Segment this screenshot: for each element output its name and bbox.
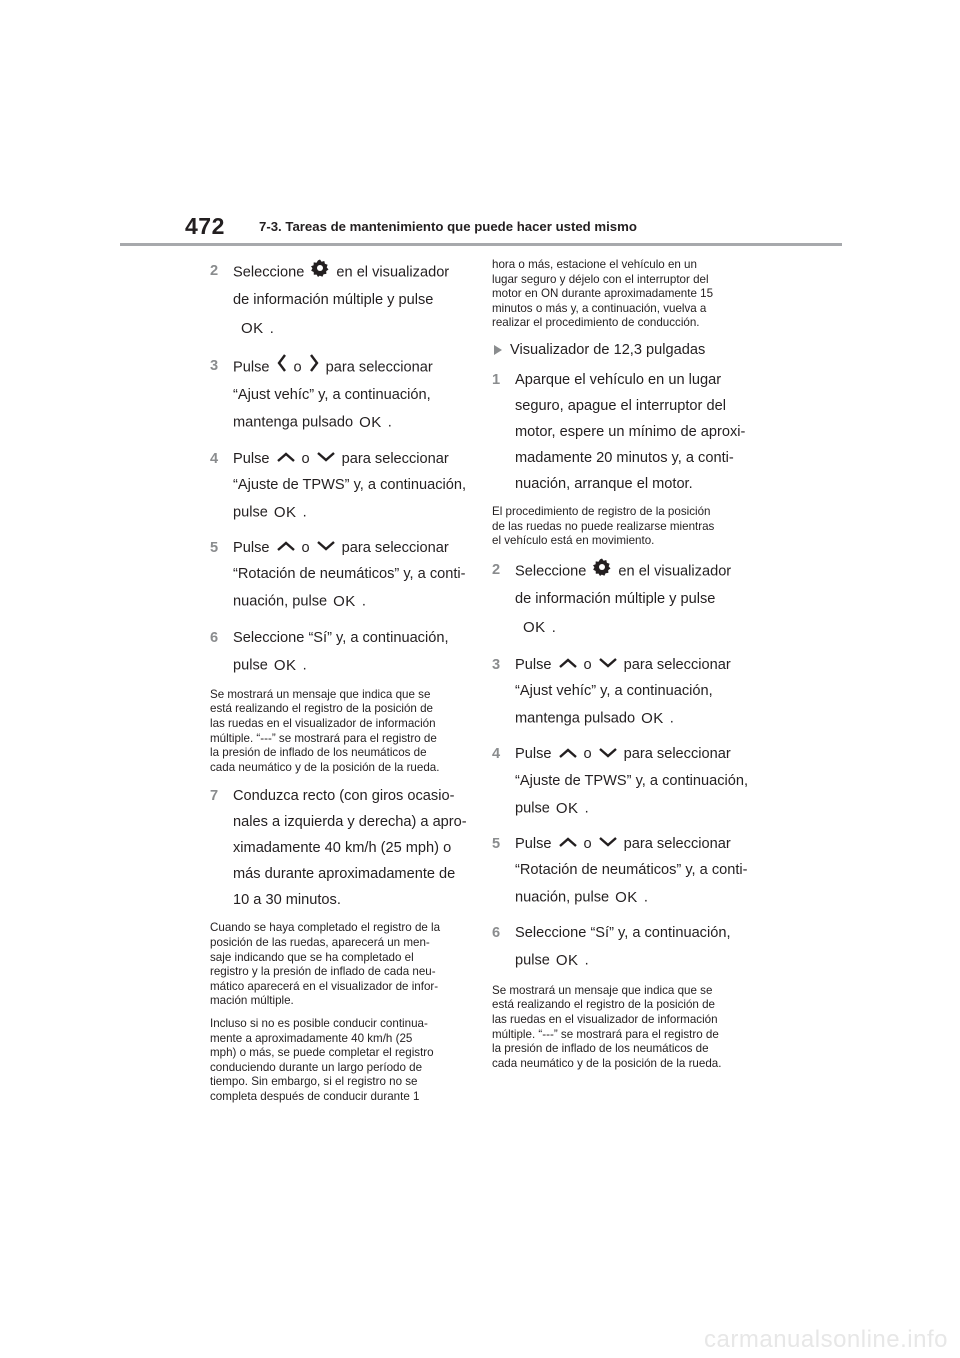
step-3 <box>210 353 472 437</box>
subheading-text: Visualizador de 12,3 pulgadas <box>510 341 706 358</box>
step-text: “Ajuste de TPWS” y, a continuación, <box>515 772 749 789</box>
step-text: “Rotación de neumáticos” y, a conti- <box>515 862 748 879</box>
ok-button-icon: OK <box>555 952 579 970</box>
gear-icon <box>310 258 330 287</box>
step-text: pulse <box>515 952 550 969</box>
step-text: Pulse <box>515 835 552 852</box>
page-number: 472 <box>185 213 225 239</box>
step-text: “Rotación de neumáticos” y, a conti- <box>233 566 466 583</box>
step-text: Pulse <box>233 450 270 467</box>
note-line: Se mostrará un mensaje que indica que se <box>210 687 431 701</box>
chevron-up-icon <box>276 535 296 561</box>
step-3 <box>492 652 754 734</box>
step-text: o <box>301 540 310 556</box>
note-line: de las ruedas no puede realizarse mientras <box>492 519 715 533</box>
step-text: para seleccionar <box>623 835 731 852</box>
step-text: mantenga pulsado <box>233 414 354 431</box>
triangle-bullet-icon <box>494 345 502 355</box>
step-number: 1 <box>492 371 501 388</box>
note-line: está realizando el registro de la posición de <box>492 998 715 1012</box>
watermark: carmanualsonline.info <box>704 1326 948 1353</box>
step-text: . <box>361 593 366 610</box>
note-line: Cuando se haya completado el registro de la <box>210 921 441 935</box>
step-number: 3 <box>210 358 219 375</box>
note-line: tiempo. Sin embargo, si el registro no se <box>210 1075 418 1089</box>
note-registration-complete <box>210 921 472 1009</box>
step-text: para seleccionar <box>341 450 449 467</box>
note-registration-message <box>492 984 754 1072</box>
note-line: Incluso si no es posible conducir continua- <box>210 1016 428 1030</box>
chevron-down-icon <box>316 535 336 561</box>
step-text: Pulse <box>515 746 552 763</box>
ok-button-icon: OK <box>555 799 579 817</box>
step-text: Pulse <box>233 540 270 556</box>
step-text: “Ajust vehíc” y, a continuación, <box>233 387 431 404</box>
note-line: El procedimiento de registro de la posición <box>492 504 711 518</box>
note-line: saje indicando que se ha completado el <box>210 950 414 964</box>
step-text: “Ajust vehíc” y, a continuación, <box>515 683 713 700</box>
step-text: . <box>269 321 274 337</box>
step-text: o <box>583 746 592 763</box>
step-text: de información múltiple y pulse <box>233 292 434 308</box>
section-title: 7-3. Tareas de mantenimiento que puede hacer usted mismo <box>259 219 637 234</box>
step-number: 6 <box>210 629 219 646</box>
step-6 <box>492 920 754 975</box>
step-text: . <box>302 504 307 520</box>
step-text: . <box>584 799 589 816</box>
chevron-up-icon <box>558 742 578 768</box>
step-5 <box>210 535 472 617</box>
note-line: mático aparecerá en el visualizador de infor- <box>210 979 439 993</box>
step-text: ximadamente 40 km/h (25 mph) o <box>233 840 452 857</box>
note-vehicle-moving <box>492 505 754 549</box>
chevron-right-icon <box>308 353 320 382</box>
step-text: Pulse <box>233 359 270 376</box>
note-line: Se mostrará un mensaje que indica que se <box>492 983 713 997</box>
step-text: nales a izquierda y derecha) a apro- <box>233 814 467 831</box>
step-text: o <box>583 835 592 852</box>
ok-button-icon: OK <box>641 710 664 728</box>
step-7 <box>210 783 472 913</box>
ok-button-icon: OK <box>523 618 546 636</box>
step-1 <box>492 367 754 497</box>
step-text: . <box>669 710 674 727</box>
step-text: para seleccionar <box>623 746 731 763</box>
note-line: lugar seguro y déjelo con el interruptor del <box>492 272 709 286</box>
step-2 <box>492 557 754 644</box>
step-text: o <box>301 450 310 467</box>
step-number: 2 <box>492 561 501 578</box>
step-number: 6 <box>492 925 501 942</box>
step-text: . <box>551 619 556 636</box>
step-text: “Ajuste de TPWS” y, a continuación, <box>233 476 467 493</box>
note-line: el vehículo está en movimiento. <box>492 534 655 548</box>
step-text: en el visualizador <box>336 264 450 281</box>
step-text: mantenga pulsado <box>515 710 636 727</box>
subheading-12-3-inch-display <box>492 339 754 361</box>
ok-button-icon: OK <box>241 320 264 338</box>
note-line: la presión de inflado de los neumáticos de <box>492 1042 709 1056</box>
step-text: Seleccione <box>515 563 587 580</box>
step-text: 10 a 30 minutos. <box>233 892 341 909</box>
step-text: para seleccionar <box>341 540 449 556</box>
step-text: Seleccione “Sí” y, a continuación, <box>233 629 449 646</box>
left-column <box>210 258 472 1113</box>
note-line: realizar el procedimiento de conducción. <box>492 316 700 330</box>
step-text: . <box>643 889 648 906</box>
note-line: mación múltiple. <box>210 994 294 1008</box>
right-column <box>492 258 754 1079</box>
step-text: seguro, apague el interruptor del <box>515 397 726 414</box>
ok-button-icon: OK <box>273 503 297 521</box>
step-number: 5 <box>210 540 219 556</box>
note-long-drive-continued <box>492 258 754 331</box>
step-text: . <box>387 414 392 431</box>
step-number: 2 <box>210 263 219 279</box>
note-line: completa después de conducir durante 1 <box>210 1089 420 1103</box>
note-line: cada neumático y de la posición de la rueda. <box>210 760 440 774</box>
step-number: 5 <box>492 835 501 852</box>
note-long-drive <box>210 1017 472 1105</box>
step-text: pulse <box>233 656 268 673</box>
note-line: conduciendo durante un largo período de <box>210 1060 423 1074</box>
note-line: motor en ON durante aproximadamente 15 <box>492 287 714 301</box>
note-line: mente a aproximadamente 40 km/h (25 <box>210 1031 413 1045</box>
step-4 <box>492 741 754 823</box>
step-text: o <box>293 359 302 376</box>
step-text: Seleccione <box>233 264 305 281</box>
chevron-up-icon <box>558 652 578 678</box>
step-text: más durante aproximadamente de <box>233 866 456 883</box>
step-text: Aparque el vehículo en un lugar <box>515 371 722 388</box>
step-text: para seleccionar <box>623 656 731 673</box>
step-6 <box>210 625 472 680</box>
chevron-left-icon <box>276 353 288 382</box>
chevron-down-icon <box>316 446 336 472</box>
note-line: la presión de inflado de los neumáticos de <box>210 746 427 760</box>
step-number: 4 <box>492 746 501 763</box>
ok-button-icon: OK <box>615 889 638 907</box>
step-text: Seleccione “Sí” y, a continuación, <box>515 925 731 942</box>
step-text: o <box>583 656 592 673</box>
step-number: 3 <box>492 656 501 673</box>
step-text: nuación, arranque el motor. <box>515 475 693 492</box>
note-line: minutos o más y, a continuación, vuelva a <box>492 301 707 315</box>
note-line: las ruedas en el visualizador de información <box>210 717 436 731</box>
step-5 <box>492 831 754 913</box>
step-number: 7 <box>210 788 219 805</box>
step-text: nuación, pulse <box>515 889 610 906</box>
note-line: registro y la presión de inflado de cada neu- <box>210 965 436 979</box>
step-text: . <box>584 952 589 969</box>
step-4 <box>210 446 472 528</box>
step-text: Conduzca recto (con giros ocasio- <box>233 788 455 805</box>
step-text: madamente 20 minutos y, a conti- <box>515 449 734 466</box>
note-line: las ruedas en el visualizador de información <box>492 1012 718 1026</box>
ok-button-icon: OK <box>359 414 382 432</box>
note-line: está realizando el registro de la posición de <box>210 702 433 716</box>
note-line: múltiple. “---” se mostrará para el registro de <box>492 1027 719 1041</box>
ok-button-icon: OK <box>273 656 297 674</box>
step-text: pulse <box>233 504 268 520</box>
step-text: en el visualizador <box>618 563 732 580</box>
chevron-up-icon <box>558 831 578 857</box>
note-line: posición de las ruedas, aparecerá un men- <box>210 936 430 950</box>
step-text: Pulse <box>515 656 552 673</box>
step-text: motor, espere un mínimo de aproxi- <box>515 423 746 440</box>
step-number: 4 <box>210 450 219 467</box>
note-line: hora o más, estacione el vehículo en un <box>492 258 697 271</box>
step-text: nuación, pulse <box>233 593 328 610</box>
step-text: de información múltiple y pulse <box>515 590 716 607</box>
note-registration-message <box>210 688 472 776</box>
step-text: para seleccionar <box>325 359 433 376</box>
note-line: múltiple. “---” se mostrará para el registro de <box>210 731 437 745</box>
header-divider <box>120 243 842 246</box>
chevron-down-icon <box>598 831 618 857</box>
ok-button-icon: OK <box>333 593 356 611</box>
note-line: cada neumático y de la posición de la rueda. <box>492 1056 722 1070</box>
step-text: . <box>302 656 307 673</box>
chevron-up-icon <box>276 446 296 472</box>
gear-icon <box>592 557 612 586</box>
step-2 <box>210 258 472 345</box>
chevron-down-icon <box>598 652 618 678</box>
note-line: mph) o más, se puede completar el registro <box>210 1046 434 1060</box>
step-text: pulse <box>515 799 550 816</box>
chevron-down-icon <box>598 742 618 768</box>
